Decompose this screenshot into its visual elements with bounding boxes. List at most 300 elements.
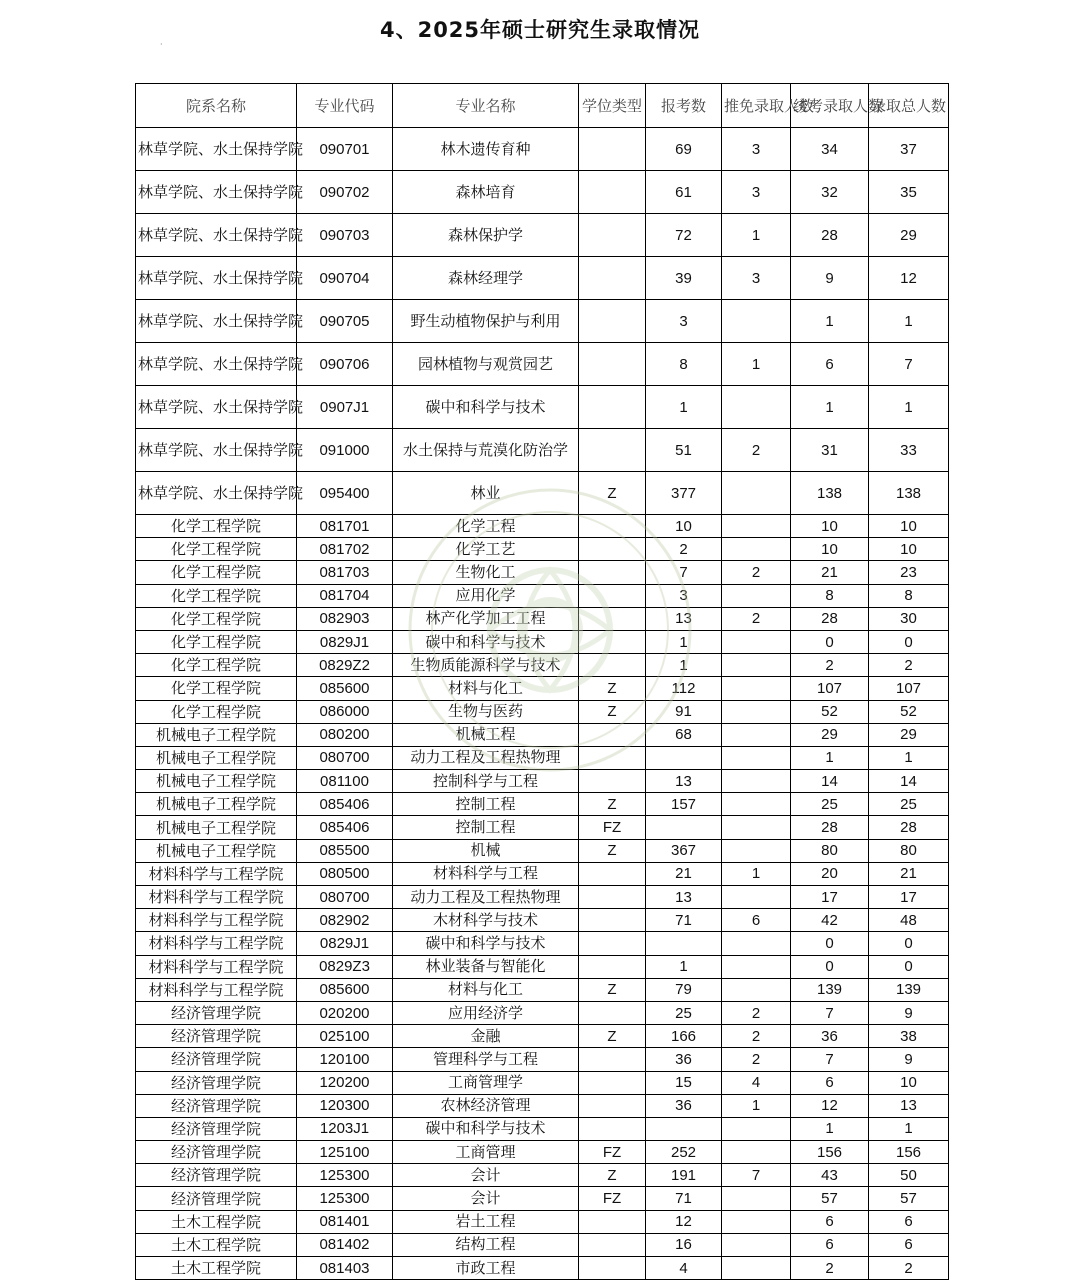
degree-type-cell [579,584,646,607]
major-cell: 工商管理 [393,1141,579,1164]
total-admit-cell: 21 [869,862,949,885]
exam-admit-cell: 0 [791,955,869,978]
major-cell: 化学工艺 [393,538,579,561]
major-cell: 碳中和科学与技术 [393,630,579,653]
column-header: 报考数 [646,84,722,128]
total-admit-cell: 9 [869,1001,949,1024]
total-admit-cell: 28 [869,816,949,839]
applicants-cell: 13 [646,770,722,793]
exempt-admit-cell [722,1117,791,1140]
total-admit-cell: 139 [869,978,949,1001]
exempt-admit-cell: 3 [722,128,791,171]
dept-cell: 经济管理学院 [136,1048,297,1071]
degree-type-cell [579,746,646,769]
code-cell: 082902 [297,909,393,932]
exam-admit-cell: 42 [791,909,869,932]
column-header: 专业名称 [393,84,579,128]
code-cell: 1203J1 [297,1117,393,1140]
applicants-cell: 7 [646,561,722,584]
exam-admit-cell: 1 [791,386,869,429]
applicants-cell: 36 [646,1094,722,1117]
dept-cell: 土木工程学院 [136,1210,297,1233]
degree-type-cell [579,386,646,429]
exempt-admit-cell [722,770,791,793]
dept-cell: 经济管理学院 [136,1025,297,1048]
applicants-cell: 4 [646,1257,722,1280]
degree-type-cell: FZ [579,1187,646,1210]
degree-type-cell: Z [579,839,646,862]
applicants-cell: 3 [646,300,722,343]
dept-cell: 机械电子工程学院 [136,839,297,862]
table-row [136,746,949,769]
table-row [136,654,949,677]
dept-cell: 材料科学与工程学院 [136,862,297,885]
total-admit-cell: 6 [869,1210,949,1233]
scan-speck: · [160,40,163,49]
total-admit-cell: 38 [869,1025,949,1048]
major-cell: 机械工程 [393,723,579,746]
degree-type-cell: FZ [579,816,646,839]
dept-cell: 化学工程学院 [136,515,297,538]
exempt-admit-cell [722,1257,791,1280]
applicants-cell: 39 [646,257,722,300]
degree-type-cell [579,300,646,343]
total-admit-cell: 6 [869,1233,949,1256]
exempt-admit-cell: 1 [722,1094,791,1117]
total-admit-cell: 8 [869,584,949,607]
major-cell: 林产化学加工工程 [393,607,579,630]
code-cell: 125100 [297,1141,393,1164]
table-row [136,1210,949,1233]
total-admit-cell: 0 [869,955,949,978]
table-row [136,538,949,561]
exam-admit-cell: 20 [791,862,869,885]
exempt-admit-cell [722,515,791,538]
dept-cell: 林草学院、水土保持学院 [136,171,297,214]
total-admit-cell: 48 [869,909,949,932]
exempt-admit-cell [722,839,791,862]
table-row [136,1233,949,1256]
degree-type-cell [579,955,646,978]
major-cell: 控制工程 [393,793,579,816]
dept-cell: 材料科学与工程学院 [136,886,297,909]
major-cell: 机械 [393,839,579,862]
degree-type-cell: Z [579,1025,646,1048]
total-admit-cell: 1 [869,386,949,429]
exam-admit-cell: 156 [791,1141,869,1164]
code-cell: 080200 [297,723,393,746]
table-row [136,955,949,978]
code-cell: 090706 [297,343,393,386]
code-cell: 085406 [297,793,393,816]
code-cell: 0907J1 [297,386,393,429]
degree-type-cell [579,515,646,538]
dept-cell: 经济管理学院 [136,1001,297,1024]
exempt-admit-cell: 4 [722,1071,791,1094]
applicants-cell: 15 [646,1071,722,1094]
degree-type-cell [579,257,646,300]
admission-table [135,83,949,1280]
dept-cell: 经济管理学院 [136,1071,297,1094]
major-cell: 市政工程 [393,1257,579,1280]
exam-admit-cell: 6 [791,1071,869,1094]
code-cell: 085500 [297,839,393,862]
degree-type-cell [579,214,646,257]
major-cell: 园林植物与观赏园艺 [393,343,579,386]
exam-admit-cell: 6 [791,343,869,386]
exam-admit-cell: 28 [791,607,869,630]
table-row [136,171,949,214]
dept-cell: 土木工程学院 [136,1257,297,1280]
dept-cell: 化学工程学院 [136,654,297,677]
code-cell: 080700 [297,746,393,769]
dept-cell: 材料科学与工程学院 [136,955,297,978]
code-cell: 125300 [297,1164,393,1187]
major-cell: 会计 [393,1164,579,1187]
degree-type-cell [579,607,646,630]
degree-type-cell [579,1210,646,1233]
code-cell: 025100 [297,1025,393,1048]
degree-type-cell [579,1257,646,1280]
major-cell: 控制工程 [393,816,579,839]
exempt-admit-cell [722,1210,791,1233]
total-admit-cell: 35 [869,171,949,214]
exempt-admit-cell [722,538,791,561]
degree-type-cell: Z [579,793,646,816]
code-cell: 0829Z2 [297,654,393,677]
degree-type-cell [579,1048,646,1071]
applicants-cell: 68 [646,723,722,746]
exam-admit-cell: 10 [791,515,869,538]
total-admit-cell: 29 [869,723,949,746]
major-cell: 化学工程 [393,515,579,538]
exempt-admit-cell [722,1141,791,1164]
total-admit-cell: 0 [869,932,949,955]
major-cell: 动力工程及工程热物理 [393,746,579,769]
exam-admit-cell: 1 [791,300,869,343]
total-admit-cell: 57 [869,1187,949,1210]
applicants-cell: 91 [646,700,722,723]
exam-admit-cell: 6 [791,1210,869,1233]
exam-admit-cell: 8 [791,584,869,607]
column-header: 推免录取人数 [722,84,791,128]
total-admit-cell: 30 [869,607,949,630]
applicants-cell: 3 [646,584,722,607]
degree-type-cell [579,343,646,386]
major-cell: 应用经济学 [393,1001,579,1024]
dept-cell: 林草学院、水土保持学院 [136,128,297,171]
degree-type-cell [579,723,646,746]
exempt-admit-cell [722,584,791,607]
table-row [136,677,949,700]
code-cell: 081402 [297,1233,393,1256]
exempt-admit-cell: 2 [722,1048,791,1071]
code-cell: 0829J1 [297,932,393,955]
table-row [136,214,949,257]
dept-cell: 林草学院、水土保持学院 [136,343,297,386]
code-cell: 080500 [297,862,393,885]
dept-cell: 机械电子工程学院 [136,746,297,769]
code-cell: 081403 [297,1257,393,1280]
degree-type-cell: Z [579,472,646,515]
column-header: 学位类型 [579,84,646,128]
dept-cell: 林草学院、水土保持学院 [136,300,297,343]
exam-admit-cell: 34 [791,128,869,171]
dept-cell: 化学工程学院 [136,584,297,607]
major-cell: 工商管理学 [393,1071,579,1094]
table-row [136,343,949,386]
major-cell: 金融 [393,1025,579,1048]
exempt-admit-cell [722,886,791,909]
applicants-cell [646,816,722,839]
applicants-cell: 252 [646,1141,722,1164]
major-cell: 应用化学 [393,584,579,607]
code-cell: 085600 [297,978,393,1001]
dept-cell: 林草学院、水土保持学院 [136,386,297,429]
exam-admit-cell: 12 [791,1094,869,1117]
major-cell: 材料科学与工程 [393,862,579,885]
degree-type-cell [579,128,646,171]
dept-cell: 林草学院、水土保持学院 [136,472,297,515]
table-row [136,128,949,171]
total-admit-cell: 17 [869,886,949,909]
total-admit-cell: 50 [869,1164,949,1187]
exam-admit-cell: 9 [791,257,869,300]
applicants-cell: 16 [646,1233,722,1256]
applicants-cell: 13 [646,886,722,909]
table-row [136,978,949,1001]
table-body [136,128,949,1280]
applicants-cell: 71 [646,1187,722,1210]
code-cell: 095400 [297,472,393,515]
total-admit-cell: 33 [869,429,949,472]
degree-type-cell [579,1001,646,1024]
table-row [136,257,949,300]
applicants-cell: 36 [646,1048,722,1071]
applicants-cell: 112 [646,677,722,700]
exam-admit-cell: 17 [791,886,869,909]
table-row [136,561,949,584]
dept-cell: 机械电子工程学院 [136,816,297,839]
degree-type-cell [579,654,646,677]
total-admit-cell: 107 [869,677,949,700]
code-cell: 081704 [297,584,393,607]
exempt-admit-cell [722,386,791,429]
dept-cell: 经济管理学院 [136,1187,297,1210]
degree-type-cell [579,932,646,955]
exempt-admit-cell: 1 [722,343,791,386]
applicants-cell: 10 [646,515,722,538]
degree-type-cell: Z [579,700,646,723]
table-row [136,429,949,472]
exempt-admit-cell [722,630,791,653]
dept-cell: 化学工程学院 [136,630,297,653]
table-row [136,793,949,816]
exempt-admit-cell: 2 [722,1001,791,1024]
total-admit-cell: 23 [869,561,949,584]
total-admit-cell: 14 [869,770,949,793]
table-row [136,515,949,538]
exam-admit-cell: 2 [791,654,869,677]
degree-type-cell [579,1094,646,1117]
page-title: 4、2025年硕士研究生录取情况 [379,18,701,42]
code-cell: 120100 [297,1048,393,1071]
table-row [136,630,949,653]
exam-admit-cell: 14 [791,770,869,793]
total-admit-cell: 138 [869,472,949,515]
exempt-admit-cell [722,723,791,746]
major-cell: 农林经济管理 [393,1094,579,1117]
exam-admit-cell: 80 [791,839,869,862]
degree-type-cell [579,630,646,653]
major-cell: 森林培育 [393,171,579,214]
total-admit-cell: 12 [869,257,949,300]
applicants-cell: 166 [646,1025,722,1048]
code-cell: 0829Z3 [297,955,393,978]
exempt-admit-cell [722,700,791,723]
code-cell: 090704 [297,257,393,300]
table-row [136,1187,949,1210]
code-cell: 090702 [297,171,393,214]
exempt-admit-cell [722,932,791,955]
total-admit-cell: 9 [869,1048,949,1071]
total-admit-cell: 2 [869,1257,949,1280]
code-cell: 080700 [297,886,393,909]
applicants-cell: 377 [646,472,722,515]
total-admit-cell: 1 [869,300,949,343]
degree-type-cell [579,1233,646,1256]
degree-type-cell [579,538,646,561]
major-cell: 碳中和科学与技术 [393,386,579,429]
applicants-cell: 12 [646,1210,722,1233]
exam-admit-cell: 10 [791,538,869,561]
table-row [136,1071,949,1094]
table-row [136,1117,949,1140]
exempt-admit-cell [722,1233,791,1256]
exam-admit-cell: 1 [791,746,869,769]
applicants-cell: 367 [646,839,722,862]
dept-cell: 林草学院、水土保持学院 [136,214,297,257]
major-cell: 森林经理学 [393,257,579,300]
degree-type-cell [579,862,646,885]
dept-cell: 经济管理学院 [136,1164,297,1187]
total-admit-cell: 10 [869,515,949,538]
applicants-cell: 79 [646,978,722,1001]
total-admit-cell: 7 [869,343,949,386]
applicants-cell: 71 [646,909,722,932]
exam-admit-cell: 25 [791,793,869,816]
applicants-cell: 2 [646,538,722,561]
exempt-admit-cell: 1 [722,214,791,257]
code-cell: 081401 [297,1210,393,1233]
degree-type-cell: FZ [579,1141,646,1164]
table-row [136,839,949,862]
applicants-cell: 1 [646,955,722,978]
major-cell: 碳中和科学与技术 [393,932,579,955]
major-cell: 材料与化工 [393,677,579,700]
exempt-admit-cell: 2 [722,429,791,472]
table-header-row [136,84,949,128]
dept-cell: 机械电子工程学院 [136,793,297,816]
applicants-cell: 69 [646,128,722,171]
table-row [136,386,949,429]
applicants-cell: 191 [646,1164,722,1187]
table-row [136,770,949,793]
exempt-admit-cell [722,793,791,816]
exempt-admit-cell: 1 [722,862,791,885]
table-row [136,700,949,723]
table-row [136,1094,949,1117]
exempt-admit-cell: 6 [722,909,791,932]
degree-type-cell [579,1117,646,1140]
exam-admit-cell: 0 [791,932,869,955]
total-admit-cell: 1 [869,1117,949,1140]
dept-cell: 经济管理学院 [136,1117,297,1140]
major-cell: 野生动植物保护与利用 [393,300,579,343]
major-cell: 生物与医药 [393,700,579,723]
total-admit-cell: 10 [869,1071,949,1094]
applicants-cell: 8 [646,343,722,386]
major-cell: 动力工程及工程热物理 [393,886,579,909]
total-admit-cell: 2 [869,654,949,677]
code-cell: 091000 [297,429,393,472]
exempt-admit-cell: 2 [722,561,791,584]
exam-admit-cell: 43 [791,1164,869,1187]
table-row [136,472,949,515]
degree-type-cell [579,886,646,909]
exam-admit-cell: 7 [791,1001,869,1024]
exempt-admit-cell [722,1187,791,1210]
exam-admit-cell: 6 [791,1233,869,1256]
applicants-cell: 51 [646,429,722,472]
table-row [136,1257,949,1280]
exam-admit-cell: 31 [791,429,869,472]
dept-cell: 材料科学与工程学院 [136,932,297,955]
degree-type-cell [579,429,646,472]
applicants-cell [646,746,722,769]
total-admit-cell: 52 [869,700,949,723]
total-admit-cell: 10 [869,538,949,561]
exam-admit-cell: 21 [791,561,869,584]
dept-cell: 材料科学与工程学院 [136,909,297,932]
code-cell: 120200 [297,1071,393,1094]
exempt-admit-cell [722,300,791,343]
exam-admit-cell: 139 [791,978,869,1001]
applicants-cell [646,1117,722,1140]
total-admit-cell: 13 [869,1094,949,1117]
table-row [136,1048,949,1071]
exam-admit-cell: 52 [791,700,869,723]
dept-cell: 化学工程学院 [136,607,297,630]
exempt-admit-cell [722,746,791,769]
exempt-admit-cell [722,816,791,839]
total-admit-cell: 156 [869,1141,949,1164]
major-cell: 岩土工程 [393,1210,579,1233]
exam-admit-cell: 2 [791,1257,869,1280]
exam-admit-cell: 7 [791,1048,869,1071]
major-cell: 林业 [393,472,579,515]
major-cell: 林木遗传育种 [393,128,579,171]
exempt-admit-cell [722,978,791,1001]
dept-cell: 土木工程学院 [136,1233,297,1256]
exempt-admit-cell: 3 [722,171,791,214]
dept-cell: 经济管理学院 [136,1141,297,1164]
total-admit-cell: 1 [869,746,949,769]
column-header: 专业代码 [297,84,393,128]
exempt-admit-cell [722,955,791,978]
applicants-cell: 72 [646,214,722,257]
major-cell: 碳中和科学与技术 [393,1117,579,1140]
